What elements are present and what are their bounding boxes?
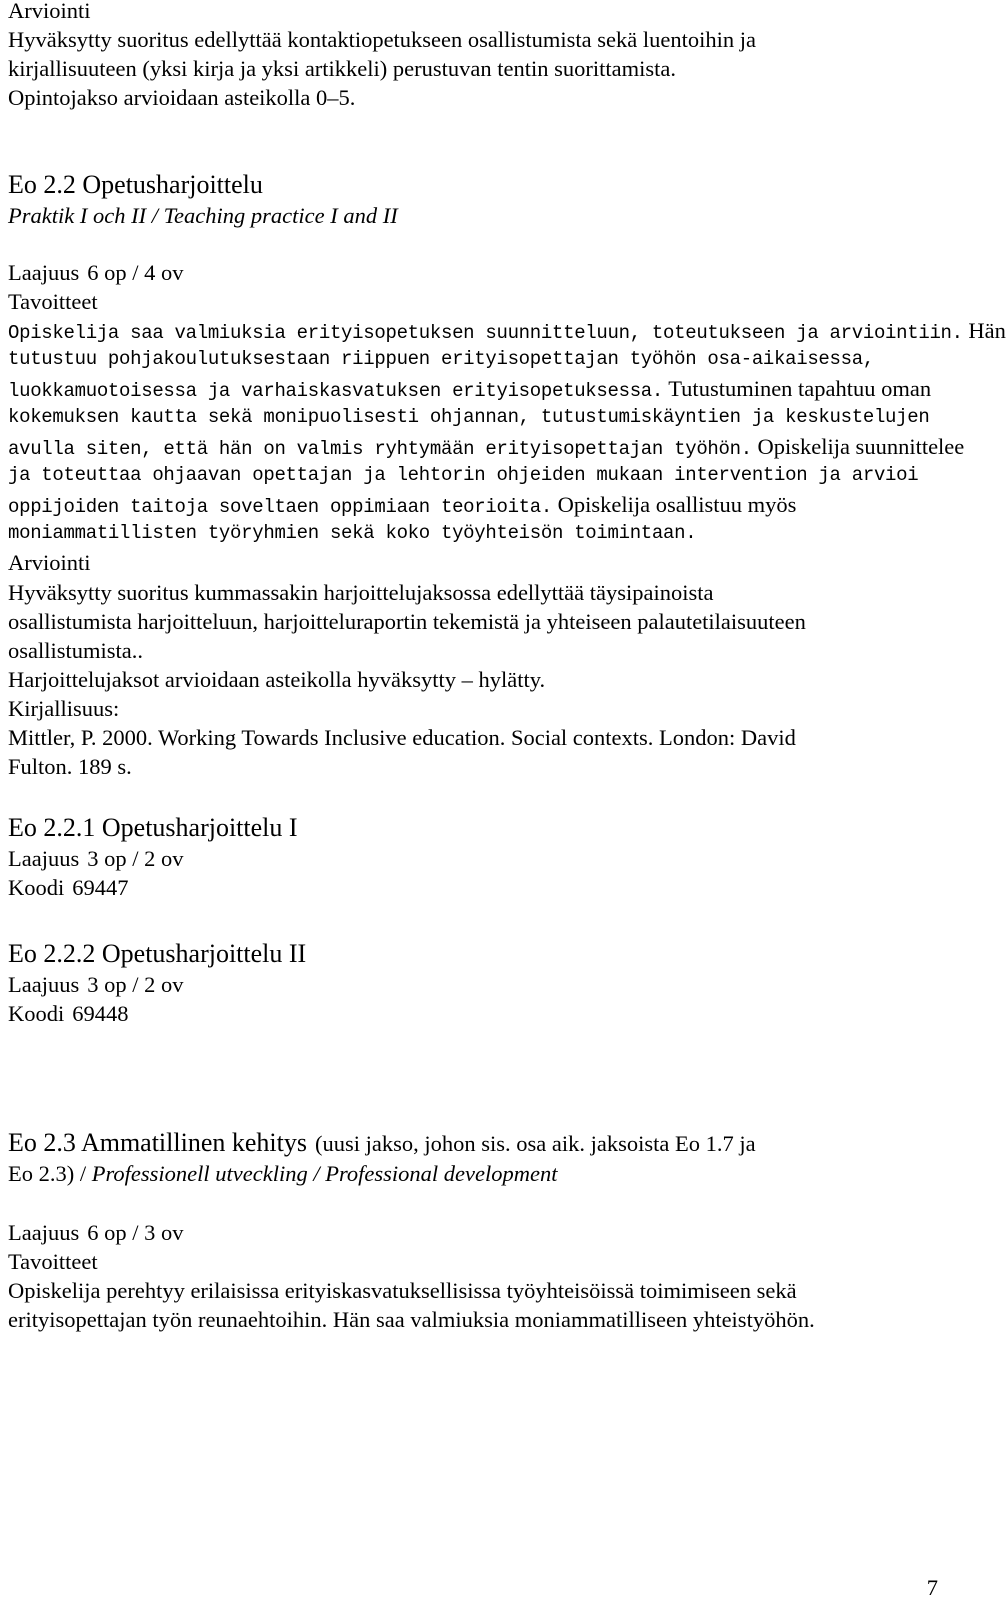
literature-heading: Kirjallisuus: (8, 696, 120, 721)
scope-label: Laajuus (8, 260, 80, 285)
code-label: Koodi (8, 1001, 65, 1026)
page-number: 7 (926, 1575, 938, 1600)
evaluation-heading: Arviointi (8, 0, 91, 23)
subsection-title: Eo 2.2.2 Opetusharjoittelu II (8, 939, 307, 968)
scope-row (8, 258, 184, 287)
scope-label: Laajuus (8, 846, 80, 871)
goals-line: tutustuu pohjakoulutuksestaan riippuen erityisopettajan työhön osa-aikaisessa, (8, 348, 874, 370)
body-line: kirjallisuuteen (yksi kirja ja yksi artikkeli) perustuvan tentin suorittamista. (8, 56, 676, 81)
goals-line: Opiskelija perehtyy erilaisissa erityiskasvatuksellisissa työyhteisöissä toimimiseen sekä (8, 1278, 797, 1303)
scope-label: Laajuus (8, 972, 80, 997)
goals-line: kokemuksen kautta sekä monipuolisesti ohjannan, tutustumiskäyntien ja keskustelujen (8, 406, 930, 428)
body-line: Hyväksytty suoritus edellyttää kontaktiopetukseen osallistumista sekä luentoihin ja (8, 27, 756, 52)
section-note: (uusi jakso, johon sis. osa aik. jaksoista Eo 1.7 ja (314, 1131, 756, 1156)
literature-line: Mittler, P. 2000. Working Towards Inclusive education. Social contexts. London: David (8, 725, 796, 750)
code-row (8, 873, 129, 902)
code-value: 69448 (72, 1001, 129, 1026)
scope-value: 6 op / 4 ov (87, 260, 184, 285)
subsection-title: Eo 2.2.1 Opetusharjoittelu I (8, 813, 298, 842)
section-subtitle-row: Eo 2.3) / Professionell utveckling / Professional development (8, 1161, 558, 1186)
goals-line: erityisopettajan työn reunaehtoihin. Hän saa valmiuksia moniammatilliseen yhteistyöhön. (8, 1307, 815, 1332)
scope-row (8, 1218, 184, 1247)
scope-label: Laajuus (8, 1220, 80, 1245)
code-row (8, 999, 129, 1028)
scope-value: 6 op / 3 ov (87, 1220, 184, 1245)
goals-line: oppijoiden taitoja soveltaen oppimiaan teorioita. Opiskelija osallistuu myös (8, 492, 797, 518)
section-subtitle: Professionell utveckling / Professional development (91, 1161, 558, 1186)
evaluation-line: osallistumista harjoitteluun, harjoitteluraportin tekemistä ja yhteiseen palautetilaisuuteen (8, 609, 806, 634)
code-label: Koodi (8, 875, 65, 900)
goals-line: avulla siten, että hän on valmis ryhtymään erityisopettajan työhön. Opiskelija suunnittelee (8, 434, 965, 460)
goals-line: moniammatillisten työryhmien sekä koko työyhteisön toimintaan. (8, 522, 697, 544)
goals-heading: Tavoitteet (8, 1249, 98, 1274)
section-title-row (8, 1128, 756, 1158)
goals-line: luokkamuotoisessa ja varhaiskasvatuksen erityisopetuksessa. Tutustuminen tapahtuu oman (8, 376, 932, 402)
evaluation-line: Harjoittelujaksot arvioidaan asteikolla hyväksytty – hylätty. (8, 667, 546, 692)
evaluation-line: Hyväksytty suoritus kummassakin harjoittelujaksossa edellyttää täysipainoista (8, 580, 714, 605)
goals-line: ja toteuttaa ohjaavan opettajan ja lehtorin ohjeiden mukaan intervention ja arvioi (8, 464, 919, 486)
section-title: Eo 2.3 Ammatillinen kehitys (8, 1128, 307, 1157)
scope-row (8, 970, 184, 999)
evaluation-line: osallistumista.. (8, 638, 143, 663)
scope-value: 3 op / 2 ov (87, 972, 184, 997)
goals-heading: Tavoitteet (8, 289, 98, 314)
code-value: 69447 (72, 875, 129, 900)
body-line: Opintojakso arvioidaan asteikolla 0–5. (8, 85, 356, 110)
scope-row (8, 844, 184, 873)
evaluation-heading: Arviointi (8, 550, 91, 575)
literature-line: Fulton. 189 s. (8, 754, 132, 779)
section-subtitle: Praktik I och II / Teaching practice I and II (8, 203, 398, 228)
section-title: Eo 2.2 Opetusharjoittelu (8, 170, 263, 199)
scope-value: 3 op / 2 ov (87, 846, 184, 871)
goals-line: Opiskelija saa valmiuksia erityisopetuksen suunnitteluun, toteutukseen ja arviointiin. Hän (8, 318, 1006, 344)
